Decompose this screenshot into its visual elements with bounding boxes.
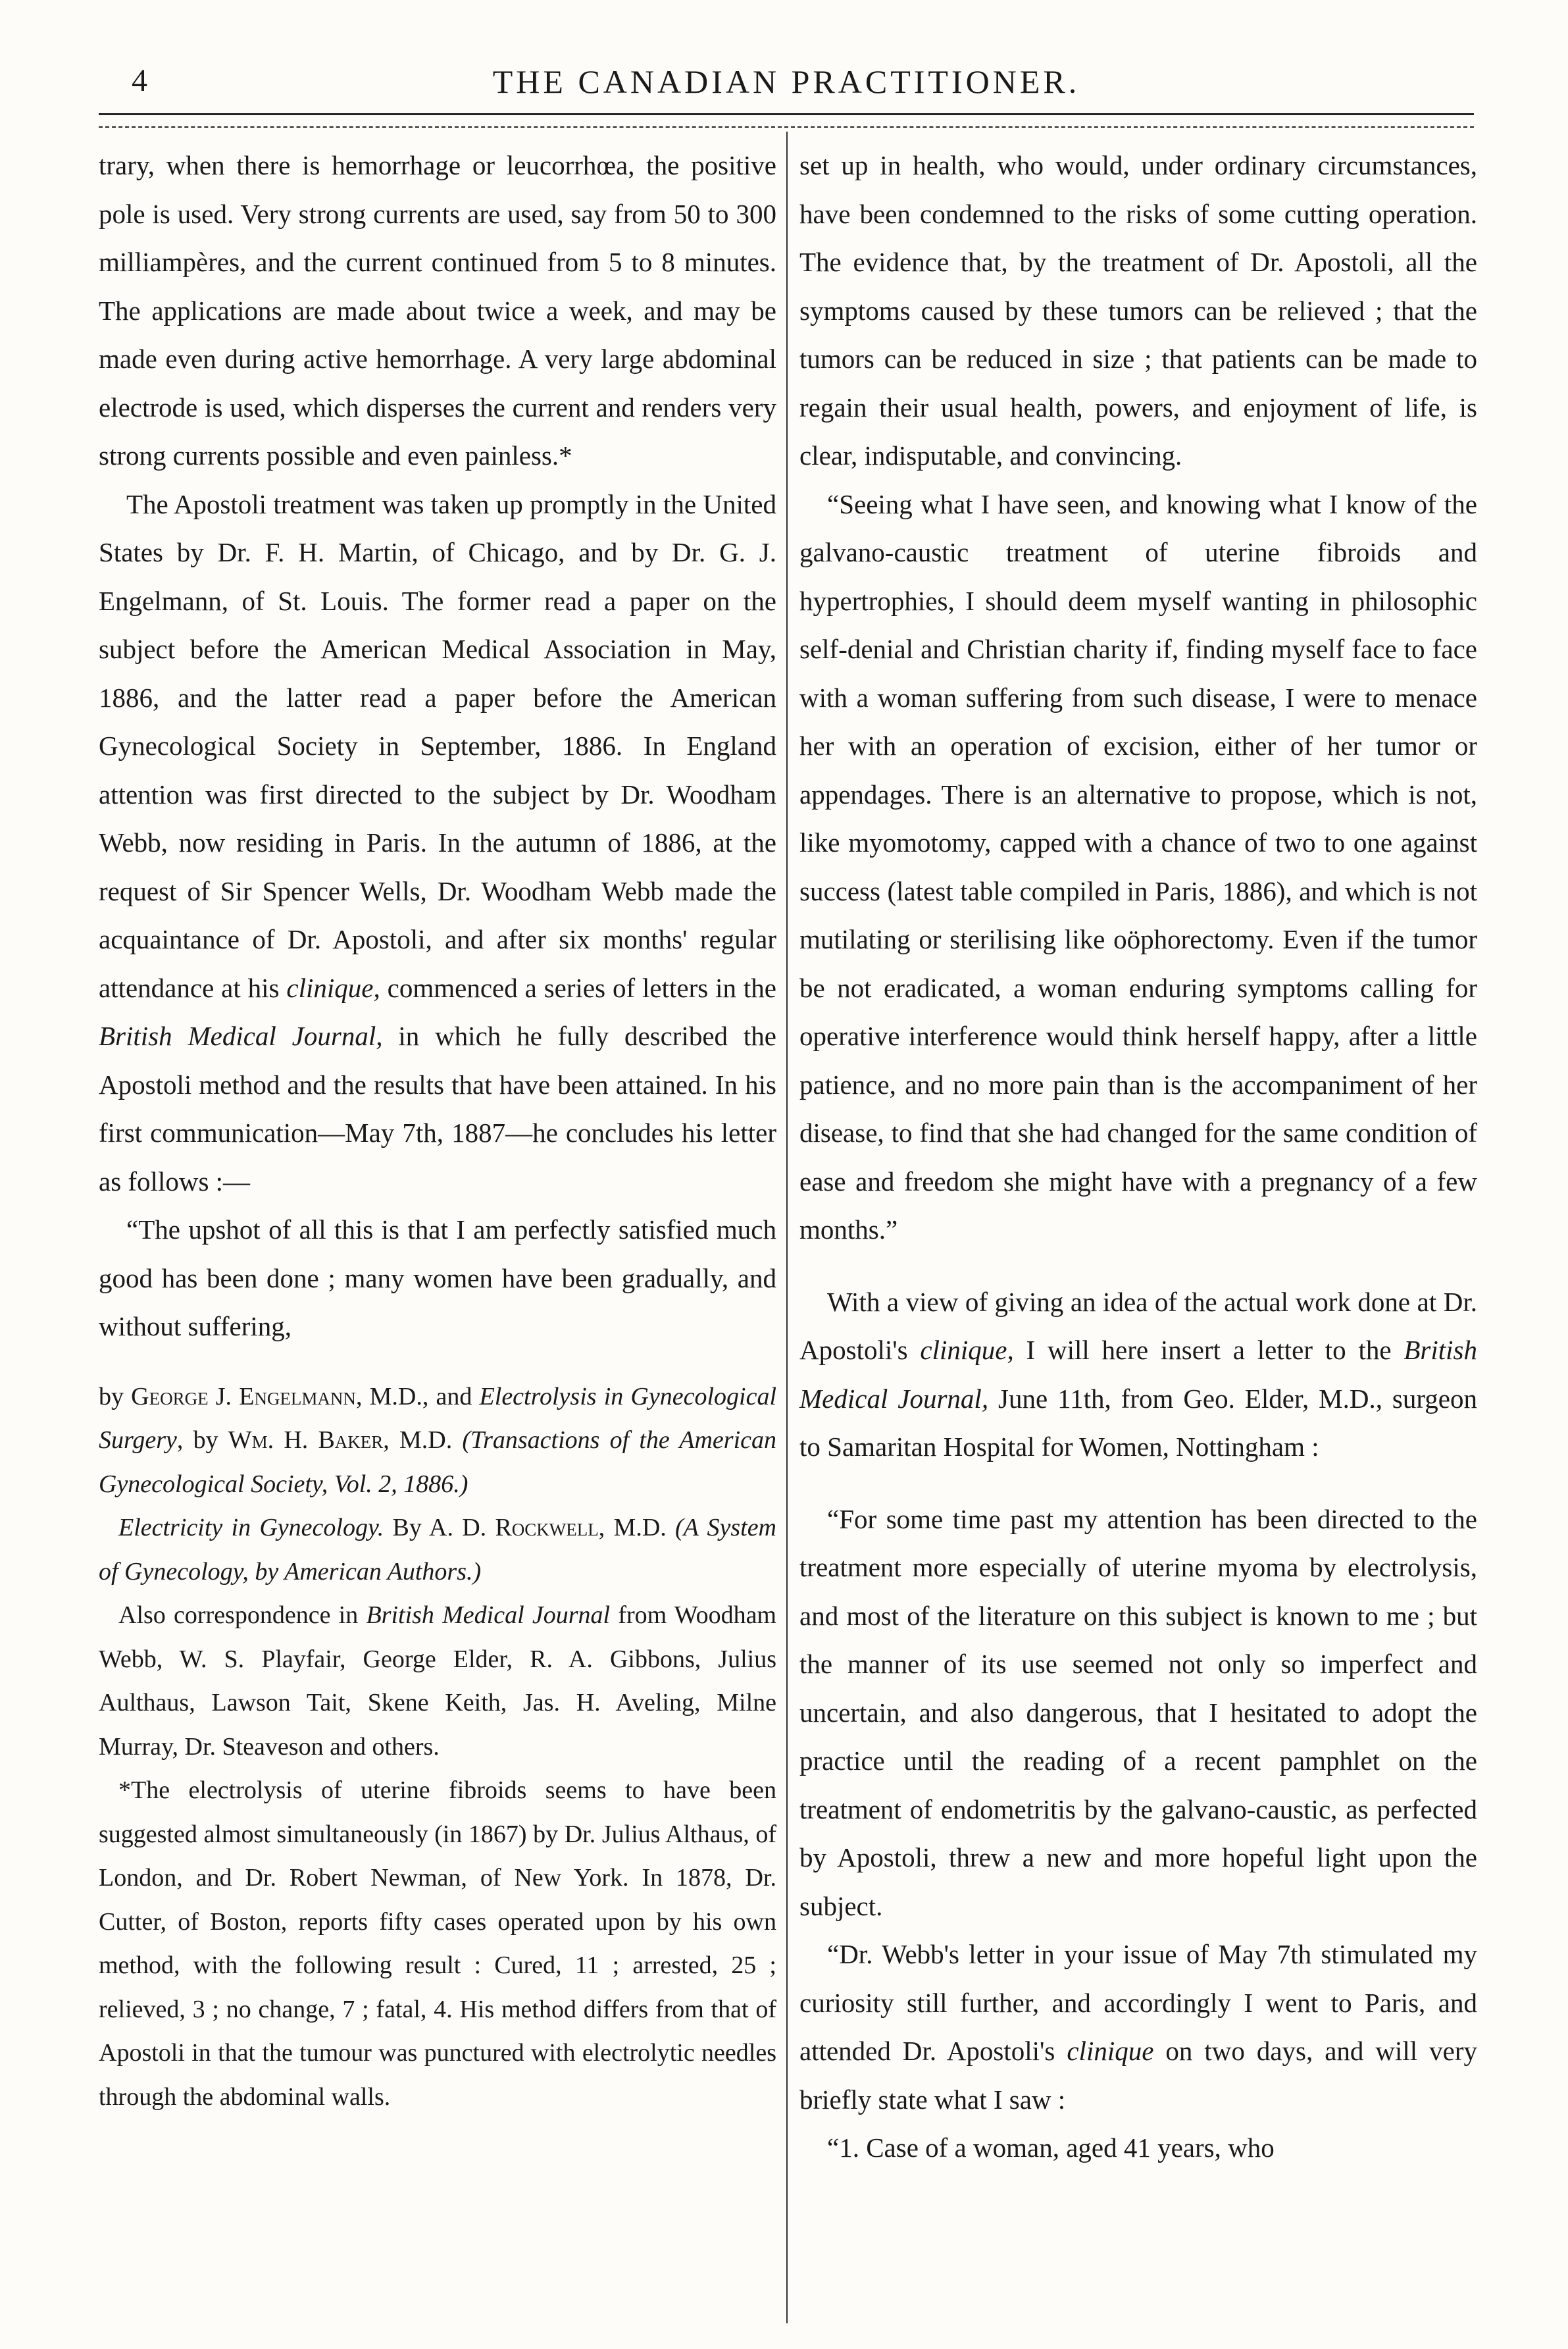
page-header — [99, 63, 1474, 102]
header-rule — [99, 113, 1474, 115]
italic-text: (Transactions of the American Gynecological Society, Vol. 2, 1886.) — [99, 1426, 776, 1498]
footnote: *The electrolysis of uterine fibroids seems to have been suggested almost simultaneously (in 1867) by Dr. Julius Althaus, of London, and Dr. Robert Newman, of New York. In 1878, Dr. Cutter, of Boston, reports fifty cases operated upon by his own method, with the following result : Cured, 11 ; arrested, 25 ; relieved, 3 ; no change, 7 ; fatal, 4. His method differs from that of Apostoli in that the tumour was punctured with electrolytic needles through the abdominal walls. — [99, 1776, 776, 2111]
text-run: “Dr. Webb's letter in your issue of May 7th stimulated my curiosity still further, and accordingly I went to Paris, and attended Dr. Apostoli's — [799, 1939, 1477, 2066]
italic-text: British Medical Journal, — [799, 1335, 1477, 1414]
text-run: , by — [176, 1426, 228, 1454]
text-run: With a view of giving an idea of the actual work done at Dr. Apostoli's — [799, 1286, 1477, 1365]
text-run: from Woodham Webb, W. S. Playfair, George Elder, R. A. Gibbons, Julius Aulthaus, Lawson Tait, Skene Keith, Jas. H. Aveling, Milne Murray, Dr. Steaveson and others. — [99, 1601, 776, 1761]
paragraph: “For some time past my attention has been directed to the treatment more especially of uterine myoma by electrolysis, and most of the literature on this subject is known to me ; but the manner of its use seemed not only so imperfect and uncertain, and also dangerous, that I hesitated to adopt the practice until the reading of a recent pamphlet on the treatment of endometritis by the galvano-caustic, as perfected by Apostoli, threw a new and more hopeful light upon the subject. — [799, 1503, 1477, 1921]
footnotes — [99, 1375, 776, 2119]
author-name: George J. Engelmann — [131, 1382, 356, 1410]
author-name: Rockwell — [495, 1514, 599, 1541]
footnote — [99, 1375, 776, 1507]
author-name: Wm. H. Baker — [228, 1426, 384, 1454]
text-run: commenced a series of letters in the — [380, 972, 776, 1003]
header-rule-secondary — [99, 126, 1474, 128]
italic-text: clinique, — [920, 1335, 1014, 1365]
paragraph: set up in health, who would, under ordinary circumstances, have been condemned to the risks of some cutting operation. The evidence that, by the treatment of Dr. Apostoli, all the symptoms caused by these tumors can be relieved ; that the tumors can be reduced in size ; that patients can be made to regain their usual health, powers, and enjoyment of life, is clear, indisputable, and convincing. — [799, 150, 1477, 471]
paragraph: “The upshot of all this is that I am perfectly satisfied much good has been done ; many women have been gradually, and without suffering, — [99, 1214, 776, 1341]
text-run: June 11th, from Geo. Elder, M.D., surgeon to Samaritan Hospital for Women, Nottingham : — [799, 1383, 1477, 1462]
text-run: , M.D. — [383, 1426, 463, 1454]
italic-text: British Medical Journal, — [99, 1021, 383, 1051]
italic-text: Electrolysis in Gynecological Surgery — [99, 1382, 777, 1454]
running-title: THE CANADIAN PRACTITIONER. — [492, 63, 1080, 100]
page-number: 4 — [132, 63, 148, 98]
paragraph — [799, 1278, 1477, 1472]
left-column — [99, 142, 776, 2119]
paragraph — [99, 480, 776, 1206]
italic-text: Electricity in Gynecology. — [118, 1514, 384, 1541]
text-run: I will here insert a letter to the — [1013, 1335, 1404, 1365]
italic-text: British Medical Journal — [366, 1601, 611, 1629]
text-run: in which he fully described the Apostoli method and the results that have been attained. In his first communication—May 7th, 1887—he concludes his letter as follows :— — [99, 1021, 776, 1197]
paragraph — [799, 1930, 1477, 2124]
paragraph: “Seeing what I have seen, and knowing what I know of the galvano-caustic treatment of uterine fibroids and hypertrophies, I should deem myself wanting in philosophic self-denial and Christian charity if, finding myself face to face with a woman suffering from such disease, I were to menace her with an operation of excision, either of her tumor or appendages. There is an alternative to propose, which is not, like myomotomy, capped with a chance of two to one against success (latest table compiled in Paris, 1886), and which is not mutilating or sterilising like oöphorectomy. Even if the tumor be not eradicated, a woman enduring symptoms calling for operative interference would think herself happy, after a little patience, and no more pain than is the accompaniment of her disease, to find that she had changed for the same condition of ease and freedom she might have with a pregnancy of a few months.” — [799, 488, 1477, 1245]
text-run: , M.D. — [598, 1514, 676, 1541]
footnote — [99, 1593, 776, 1768]
italic-text: clinique — [1067, 2036, 1154, 2066]
text-run: , M.D., and — [355, 1382, 480, 1410]
column-divider — [786, 132, 788, 2323]
text-run: by — [99, 1382, 132, 1410]
text-run: on two days, and will very briefly state what I saw : — [799, 2036, 1477, 2115]
text-run: The Apostoli treatment was taken up promptly in the United States by Dr. F. H. Martin, of Chicago, and by Dr. G. J. Engelmann, of St. Louis. The former read a paper on the subject before the American Medical Association in May, 1886, and the latter read a paper before the American Gynecological Society in September, 1886. In England attention was first directed to the subject by Dr. Woodham Webb, now residing in Paris. In the autumn of 1886, at the request of Sir Spencer Wells, Dr. Woodham Webb made the acquaintance of Dr. Apostoli, and after six months' regular attendance at his — [99, 488, 776, 1003]
footnote — [99, 1506, 776, 1593]
italic-text: clinique, — [286, 972, 380, 1003]
text-run: Also correspondence in — [118, 1601, 367, 1629]
italic-text: (A System of Gynecology, by American Authors.) — [99, 1514, 776, 1586]
right-column — [799, 142, 1477, 2173]
paragraph: “1. Case of a woman, aged 41 years, who — [827, 2132, 1275, 2163]
text-run: By A. D. — [384, 1514, 495, 1541]
paragraph: trary, when there is hemorrhage or leucorrhœa, the positive pole is used. Very strong currents are used, say from 50 to 300 milliampères, and the current continued from 5 to 8 minutes. The applications are made about twice a week, and may be made even during active hemorrhage. A very large abdominal electrode is used, which disperses the current and renders very strong currents possible and even painless.* — [99, 150, 776, 471]
